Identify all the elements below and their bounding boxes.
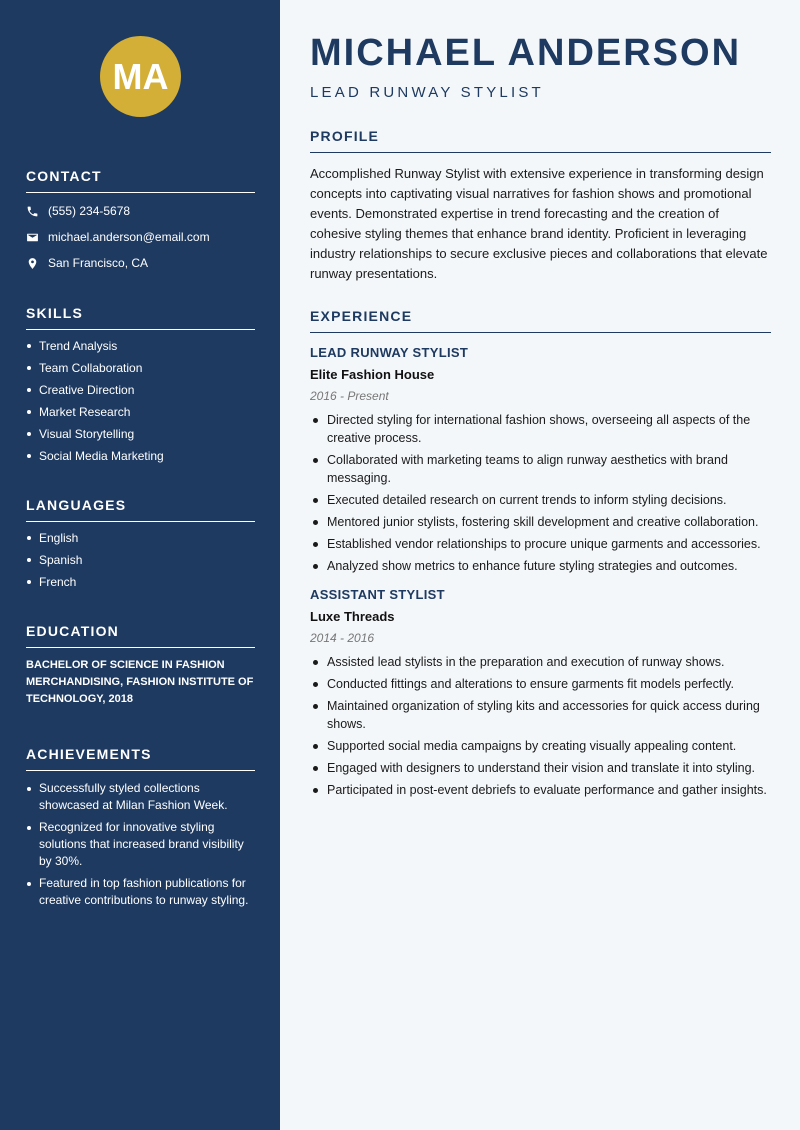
- list-item: Team Collaboration: [26, 361, 255, 375]
- job-bullets: [310, 411, 771, 575]
- contact-phone: [26, 198, 255, 224]
- education-heading: EDUCATION: [26, 623, 255, 648]
- list-item: Participated in post-event debriefs to evaluate performance and gather insights.: [310, 781, 771, 799]
- job-dates: 2014 - 2016: [310, 631, 375, 645]
- list-item: Assisted lead stylists in the preparation and execution of runway shows.: [310, 653, 771, 671]
- avatar-initials: MA: [112, 55, 169, 97]
- phone-text: (555) 234-5678: [48, 204, 131, 218]
- location-pin-icon: [26, 257, 39, 270]
- job-dates: 2016 - Present: [310, 389, 389, 403]
- education-text: BACHELOR OF SCIENCE IN FASHION MERCHANDISING, FASHION INSTITUTE OF TECHNOLOGY, 2018: [26, 659, 254, 705]
- candidate-title: LEAD RUNWAY STYLIST: [310, 84, 544, 101]
- email-text: michael.anderson@email.com: [48, 230, 210, 244]
- languages-list: [26, 531, 255, 589]
- contact-section: [26, 168, 255, 276]
- job-company: Elite Fashion House: [310, 367, 435, 382]
- list-item: Spanish: [26, 553, 255, 567]
- list-item: Established vendor relationships to procure unique garments and accessories.: [310, 535, 771, 553]
- profile-section: [310, 128, 771, 284]
- profile-heading: PROFILE: [310, 128, 771, 153]
- list-item: Market Research: [26, 405, 255, 419]
- list-item: Recognized for innovative styling solutions that increased brand visibility by 30%.: [26, 819, 255, 870]
- avatar: [100, 36, 181, 117]
- list-item: Mentored junior stylists, fostering skill development and creative collaboration.: [310, 513, 771, 531]
- job-title: LEAD RUNWAY STYLIST: [310, 345, 469, 360]
- contact-email: [26, 224, 255, 250]
- job-bullets: [310, 653, 771, 799]
- list-item: English: [26, 531, 255, 545]
- list-item: Supported social media campaigns by creating visually appealing content.: [310, 737, 771, 755]
- achievements-section: [26, 746, 255, 914]
- contact-location: [26, 250, 255, 276]
- list-item: Trend Analysis: [26, 339, 255, 353]
- achievements-list: [26, 780, 255, 909]
- job-entry: [310, 345, 771, 575]
- list-item: Creative Direction: [26, 383, 255, 397]
- experience-section: [310, 308, 771, 803]
- location-text: San Francisco, CA: [48, 256, 149, 270]
- list-item: Social Media Marketing: [26, 449, 255, 463]
- languages-section: [26, 497, 255, 597]
- sidebar: [0, 0, 280, 1130]
- languages-heading: LANGUAGES: [26, 497, 255, 522]
- skills-section: [26, 305, 255, 471]
- job-entry: [310, 587, 771, 799]
- list-item: French: [26, 575, 255, 589]
- skills-list: [26, 339, 255, 463]
- list-item: Directed styling for international fashion shows, overseeing all aspects of the creative process.: [310, 411, 771, 447]
- skills-heading: SKILLS: [26, 305, 255, 330]
- list-item: Maintained organization of styling kits and accessories for quick access during shows.: [310, 697, 771, 733]
- job-title: ASSISTANT STYLIST: [310, 587, 445, 602]
- mail-icon: [26, 231, 39, 244]
- list-item: Visual Storytelling: [26, 427, 255, 441]
- list-item: Collaborated with marketing teams to align runway aesthetics with brand messaging.: [310, 451, 771, 487]
- experience-heading: EXPERIENCE: [310, 308, 771, 333]
- list-item: Successfully styled collections showcased at Milan Fashion Week.: [26, 780, 255, 814]
- list-item: Conducted fittings and alterations to ensure garments fit models perfectly.: [310, 675, 771, 693]
- list-item: Analyzed show metrics to enhance future styling strategies and outcomes.: [310, 557, 771, 575]
- education-section: [26, 623, 255, 708]
- phone-icon: [26, 205, 39, 218]
- achievements-heading: ACHIEVEMENTS: [26, 746, 255, 771]
- list-item: Executed detailed research on current trends to inform styling decisions.: [310, 491, 771, 509]
- profile-text: Accomplished Runway Stylist with extensive experience in transforming design concepts into captivating visual narratives for fashion shows and promotional events. Demonstrated expertise in trend forecasting and the creation of cohesive styling themes that enhance brand identity. Proficient in leveraging industry relationships to secure exclusive pieces and collaborations that elevate runway presentations.: [310, 166, 768, 281]
- job-company: Luxe Threads: [310, 609, 395, 624]
- candidate-name: MICHAEL ANDERSON: [310, 32, 742, 74]
- list-item: Featured in top fashion publications for creative contributions to runway styling.: [26, 875, 255, 909]
- contact-heading: CONTACT: [26, 168, 255, 193]
- list-item: Engaged with designers to understand their vision and translate it into styling.: [310, 759, 771, 777]
